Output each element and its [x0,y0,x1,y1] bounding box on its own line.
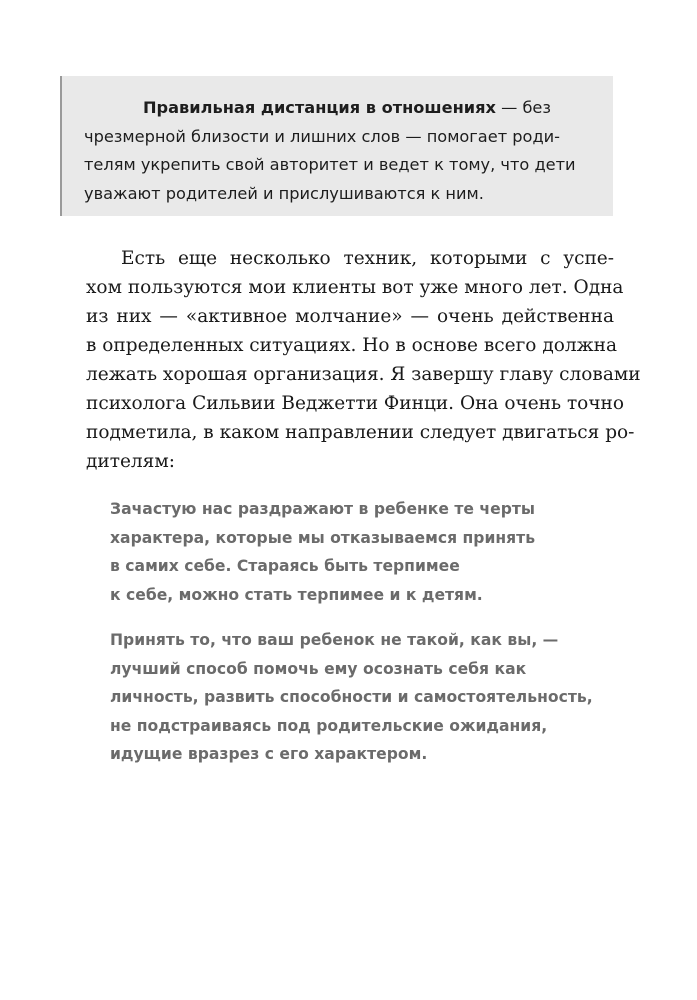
quote-paragraph-1 [110,495,610,609]
body-line: лежать хорошая организация. Я завершу главу словами [86,364,641,385]
quote-line: Зачастую нас раздражают в ребенке те черты [110,500,536,518]
quote-line: к себе, можно стать терпимее и к детям. [110,585,483,604]
quote-line: лучший способ помочь ему осознать себя как [110,659,527,678]
quote-line: идущие вразрез с его характером. [110,745,428,763]
quote-line: Принять то, что ваш ребенок не такой, как вы, — [110,631,559,649]
quote-line: характера, которые мы отказываемся принять [110,528,536,547]
quote-line: личность, развить способности и самостоятельность, [110,688,593,706]
callout-bold-lead: Правильная дистанция в отношениях [143,98,496,117]
body-line: дителям: [86,451,175,472]
body-line: психолога Сильвии Веджетти Финци. Она очень точно [86,393,625,414]
body-line: в определенных ситуациях. Но в основе всего должна [86,335,617,356]
body-line: Есть еще несколько техник, которыми с успе- [121,248,614,269]
body-line: подметила, в каком направлении следует двигаться ро- [86,422,635,443]
callout-box [60,76,613,216]
callout-line: чрезмерной близости и лишних слов — помогает роди- [84,126,560,146]
quote-line: не подстраиваясь под родительские ожидания, [110,716,548,735]
callout-line: телям укрепить свой авторитет и ведет к тому, что дети [84,155,576,174]
quote-line: в самих себе. Стараясь быть терпимее [110,557,460,575]
body-paragraph [86,244,641,476]
body-line: из них — «активное молчание» — очень действенна [86,306,614,327]
quote-paragraph-2 [110,626,610,769]
callout-line: уважают родителей и прислушиваются к ним. [84,183,484,203]
callout-line: Правильная дистанция в отношениях — без [143,98,551,117]
body-line: хом пользуются мои клиенты вот уже много лет. Одна [86,277,624,298]
